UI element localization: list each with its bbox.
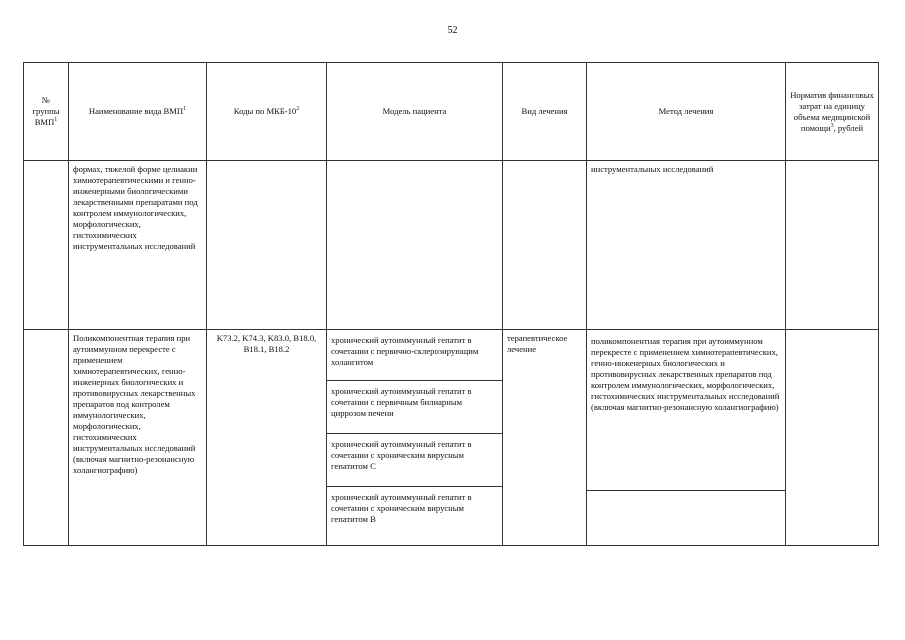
header-patient-model: Модель пациента [327,63,503,161]
cell-group-no [24,161,69,330]
cell-norm [786,330,879,546]
vmp-table [23,62,879,546]
treatment-method-text: поликомпонентная терапия при аутоиммунном перекресте с применением химиотерапевтических, генно-инженерных биологических и противовирусных лекарственных препаратов под контролем иммунологических, морфологических, гистохимических инструментальных исследований (включая магнитно-резонансную холангиографию) [587,330,785,491]
header-treatment-method: Метод лечения [587,63,786,161]
cell-norm [786,161,879,330]
header-norm: Норматив финансовых затрат на единицу объема медицинской помощи$^3$, рублей [786,63,879,161]
cell-group-no [24,330,69,546]
patient-model-item: хронический аутоиммунный гепатит в сочетании с первичным билиарным циррозом печени [327,381,502,434]
cell-name: Поликомпонентная терапия при аутоиммунном перекресте с применением химиотерапевтических, генно-инженерных биологических и противовирусных лекарственных препаратов под контролем иммунологических, морфологических, гистохимических инструментальных исследований (включая магнитно-резонансную холангиографию) [69,330,207,546]
treatment-method-empty [587,491,785,545]
table-row [24,330,879,546]
cell-codes [207,161,327,330]
header-name: Наименование вида ВМП$^1$ [69,63,207,161]
header-treatment-type: Вид лечения [503,63,587,161]
cell-patient-model [327,161,503,330]
table-row [24,161,879,330]
cell-treatment-type [503,161,587,330]
cell-patient-models [327,330,503,546]
patient-model-item: хронический аутоиммунный гепатит в сочетании с первично-склерозирующим холангитом [327,330,502,381]
patient-model-item: хронический аутоиммунный гепатит в сочетании с хроническим вирусным гепатитом C [327,434,502,487]
table-header-row [24,63,879,161]
page-number: 52 [447,25,458,36]
header-codes: Коды по МКБ-$10^2$ [207,63,327,161]
header-group-no: № группы ВМП$^1$ [24,63,69,161]
cell-treatment-type: терапевтическое лечение [503,330,587,546]
cell-name: формах, тяжелой форме целиакии химиотерапевтическими и генно-инженерными биологическими лекарственными препаратами под контролем иммунологических, морфологических, гистохимических инструментальных исследований [69,161,207,330]
patient-model-item: хронический аутоиммунный гепатит в сочетании с хроническим вирусным гепатитом B [331,492,472,524]
cell-treatment-method [587,330,786,546]
cell-codes: K73.2, K74.3, K83.0, B18.0, B18.1, B18.2 [207,330,327,546]
cell-treatment-method: инструментальных исследований [587,161,786,330]
